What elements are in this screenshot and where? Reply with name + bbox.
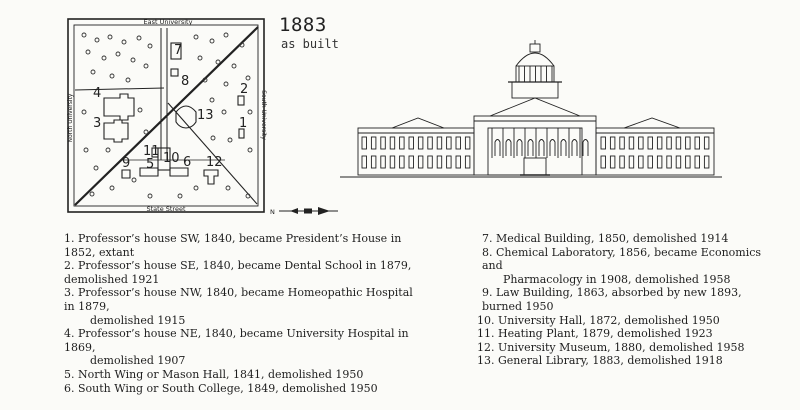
legend-item-3: 3. Professor’s house NW, 1840, became Homeopathic Hospital in 1879,: [64, 286, 413, 313]
library-elevation-drawing: [340, 40, 722, 180]
right-wing: [596, 118, 714, 175]
building-2: [238, 96, 244, 105]
central-columns: [492, 128, 588, 158]
legend-item-7: 7. Medical Building, 1850, demolished 1914: [482, 232, 729, 245]
building-13: [176, 106, 196, 128]
street-label-left: North University: [67, 93, 74, 143]
building-number-9: 9: [122, 156, 131, 171]
building-number-7: 7: [174, 43, 183, 58]
building-number-1: 1: [239, 116, 248, 131]
legend-item-3-continued: demolished 1915: [90, 313, 186, 327]
building-9: [122, 170, 130, 178]
legend-item-13: 13. General Library, 1883, demolished 1918: [477, 354, 723, 368]
building-8: [171, 69, 178, 76]
building-number-8: 8: [181, 74, 190, 89]
legend-item-4-continued: demolished 1907: [90, 354, 186, 368]
legend-item-11: 11. Heating Plant, 1879, demolished 1923: [477, 327, 713, 341]
entrance: [520, 158, 550, 175]
building-number-3: 3: [93, 116, 102, 131]
legend-item-10: 10. University Hall, 1872, demolished 1950: [477, 313, 720, 327]
as-built-label: as built: [281, 37, 339, 51]
building-4: [104, 94, 134, 120]
building-number-12: 12: [206, 155, 223, 170]
compass-label: N: [270, 208, 275, 216]
legend-left-column: [64, 232, 424, 395]
legend-item-2: 2. Professor’s house SE, 1840, became Dental School in 1879, demolished 1921: [64, 259, 412, 286]
legend-item-9: 9. Law Building, 1863, absorbed by new 1893, burned 1950: [482, 286, 742, 313]
left-wing: [358, 118, 474, 175]
street-label-bottom: State Street: [146, 205, 186, 213]
legend-item-1: 1. Professor’s house SW, 1840, became President’s House in 1852, extant: [64, 232, 402, 259]
right-wing-windows: [601, 137, 709, 168]
legend-item-8: 8. Chemical Laboratory, 1856, became Economics and: [482, 245, 762, 273]
legend-right-column: [477, 232, 777, 368]
legend-item-6: 6. South Wing or South College, 1849, demolished 1950: [64, 381, 378, 395]
building-number-10: 10: [163, 151, 180, 166]
street-label-top: East University: [143, 18, 193, 26]
street-label-right: South University: [260, 90, 267, 140]
building-3: [104, 120, 128, 142]
building-number-5: 5: [146, 157, 155, 172]
building-number-13: 13: [197, 108, 214, 123]
year-label: 1883: [279, 14, 327, 36]
building-number-11: 11: [143, 144, 160, 159]
legend-item-5: 5. North Wing or Mason Hall, 1841, demolished 1950: [64, 367, 364, 381]
building-12: [204, 170, 218, 184]
building-number-2: 2: [240, 82, 249, 97]
legend-item-8-continued: Pharmacology in 1908, demolished 1958: [503, 272, 731, 286]
central-walk: [161, 28, 167, 160]
building-number-4: 4: [93, 86, 102, 101]
building-number-6: 6: [183, 155, 192, 170]
legend-item-4: 4. Professor’s house NE, 1840, became University Hospital in 1869,: [64, 327, 409, 354]
left-wing-windows: [362, 137, 470, 168]
legend-item-12: 12. University Museum, 1880, demolished 1958: [477, 340, 745, 354]
drum-columns: [519, 66, 552, 82]
north-arrow-icon: [279, 207, 338, 215]
dome: [508, 40, 562, 98]
north-walk: [75, 88, 164, 90]
